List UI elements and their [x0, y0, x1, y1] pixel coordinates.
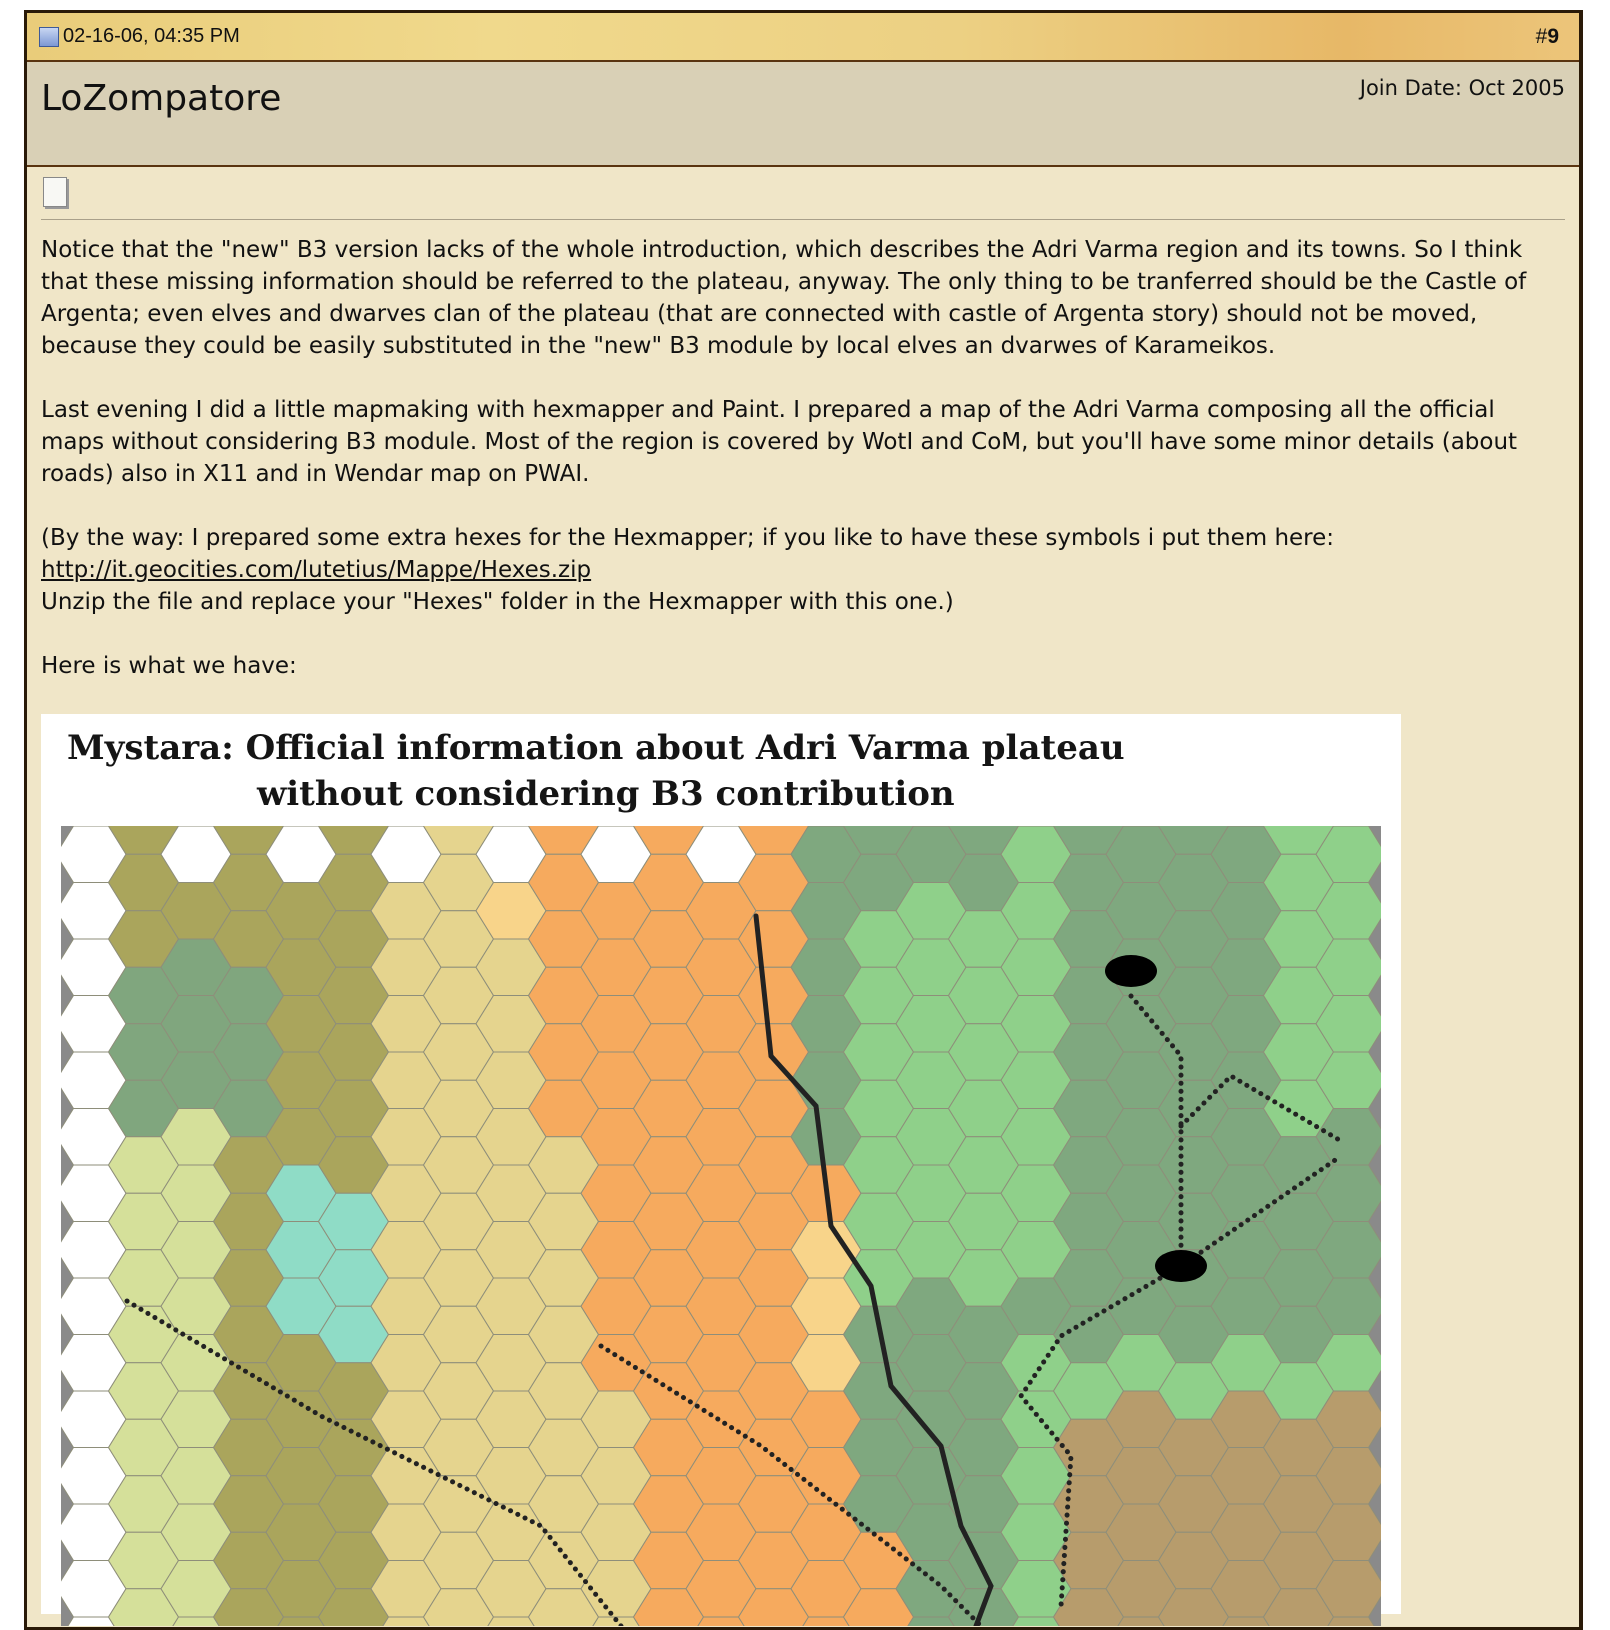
paragraph: Notice that the "new" B3 version lacks of the whole introduction, which describes the Adri Varma region and its towns. So I think that these missing information should be referred to the plateau, anyway. The only thing to be tranferred should be the Castle of Argenta; even elves and dwarves clan of the plateau (that are connected with castle of Argenta story) should not be moved, because they could be easily substituted in the "new" B3 module by local elves an dvarwes of Karameikos.: [41, 237, 1527, 359]
user-info: [27, 62, 1579, 167]
map-image: [41, 714, 1401, 1614]
extra-outro: Unzip the file and replace your "Hexes" folder in the Hexmapper with this one.): [41, 589, 954, 615]
castle-icon: [1105, 955, 1157, 987]
map-title-line1: Mystara: Official information about Adri Varma plateau: [67, 728, 1125, 768]
divider: [41, 219, 1565, 220]
paragraph: Here is what we have:: [41, 653, 297, 679]
hexes-zip-link[interactable]: http://it.geocities.com/lutetius/Mappe/Hexes.zip: [41, 557, 592, 583]
username[interactable]: LoZompatore: [41, 78, 282, 119]
post-body: [27, 167, 1579, 1614]
extra-intro: (By the way: I prepared some extra hexes for the Hexmapper; if you like to have these symbols i put them here:: [41, 525, 1335, 551]
post-number-link[interactable]: [1536, 25, 1559, 49]
castle-icon: [1155, 1250, 1207, 1282]
paragraph-extra-hexes: [41, 522, 1565, 618]
post-date: [39, 25, 240, 48]
forum-post: [24, 10, 1583, 1630]
document-icon: [43, 177, 67, 207]
paragraph: Last evening I did a little mapmaking with hexmapper and Paint. I prepared a map of the Adri Varma composing all the official maps without considering B3 module. Most of the region is covered by WotI and CoM, but you'll have some minor details (about roads) also in X11 and in Wendar map on PWAI.: [41, 397, 1518, 487]
post-header: [27, 13, 1579, 62]
map-title-line2: without considering B3 contribution: [257, 774, 955, 814]
post-number-prefix: #: [1535, 25, 1548, 48]
hex-map: [61, 826, 1381, 1626]
post-icon: [39, 27, 59, 47]
post-number: 9: [1547, 25, 1559, 48]
join-date: Join Date: Oct 2005: [1359, 76, 1565, 100]
post-date-text: 02-16-06, 04:35 PM: [63, 25, 240, 47]
